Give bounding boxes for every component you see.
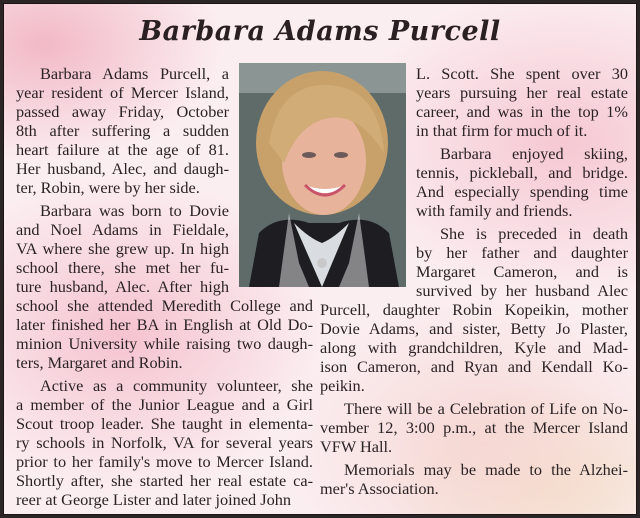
text-line: Shortly after, she started her real estate ca- [16,471,313,490]
text-line: years pursuing her real estate [416,83,628,102]
obituary-page [3,3,637,515]
text-line: by her father and daughter [416,243,628,262]
text-line: with family and friends. [416,201,573,220]
text-line: later finished her BA in English at Old Do- [16,315,313,334]
text-line: Barbara Adams Purcell, a [40,64,229,83]
portrait-photo [239,63,406,287]
text-line: ture husband, Alec. After high [16,277,229,296]
text-line: Barbara was born to Dovie [40,201,229,220]
text-line: Memorials may be made to the Alzhei- [344,460,628,479]
text-line: along with grandchildren, Kyle and Mad- [320,338,628,357]
text-line: And especially spending time [416,182,628,201]
text-line: school there, she met her fu- [16,258,229,277]
text-line: year resident of Mercer Island, [16,83,229,102]
text-line: ters, Margaret and Robin. [16,353,183,372]
text-line: VFW Hall. [320,437,393,456]
text-line: survived by her husband Alec [416,281,628,300]
text-line: passed away Friday, October [16,102,229,121]
text-line: ry schools in Norfolk, VA for several years [16,433,313,452]
text-line: career, and was in the top 1% [416,102,628,121]
text-line: tennis, pickleball, and bridge. [416,163,628,182]
text-line: heart failure at the age of 81. [16,140,229,159]
text-line: ter, Robin, were by her side. [16,178,200,197]
text-line: She is preceded in death [440,224,628,243]
text-line: peikin. [320,376,365,395]
text-line: Purcell, daughter Robin Kopeikin, mother [320,300,628,319]
text-line: reer at George Lister and later joined John [16,490,292,509]
text-line: mer's Association. [320,479,439,498]
text-line: 8th after suffering a sudden [16,121,229,140]
text-line: Active as a community volunteer, she [40,376,313,395]
text-line: in that firm for much of it. [416,121,588,140]
text-line: There will be a Celebration of Life on No- [344,399,628,418]
text-line: prior to her family's move to Mercer Island. [16,452,313,471]
text-line: Margaret Cameron, and is [416,262,628,281]
text-line: ison Cameron, and Ryan and Kendall Ko- [320,357,628,376]
text-line: and Noel Adams in Fieldale, [16,220,229,239]
text-line: VA where she grew up. In high [16,239,229,258]
text-line: L. Scott. She spent over 30 [416,64,628,83]
text-line: school she attended Meredith College and [16,296,313,315]
obituary-title: Barbara Adams Purcell [139,16,501,47]
text-line: minion University while raising two daugh- [16,334,313,353]
portrait-image [239,63,406,287]
text-line: Dovie Adams, and sister, Betty Jo Plaster, [320,319,628,338]
text-line: vember 12, 3:00 p.m., at the Mercer Island [320,418,628,437]
text-line: a member of the Junior League and a Girl [16,395,313,414]
text-line: Scout troop leader. She taught in elementa- [16,414,313,433]
text-line: Her husband, Alec, and daugh- [16,159,229,178]
text-line: Barbara enjoyed skiing, [440,144,628,163]
